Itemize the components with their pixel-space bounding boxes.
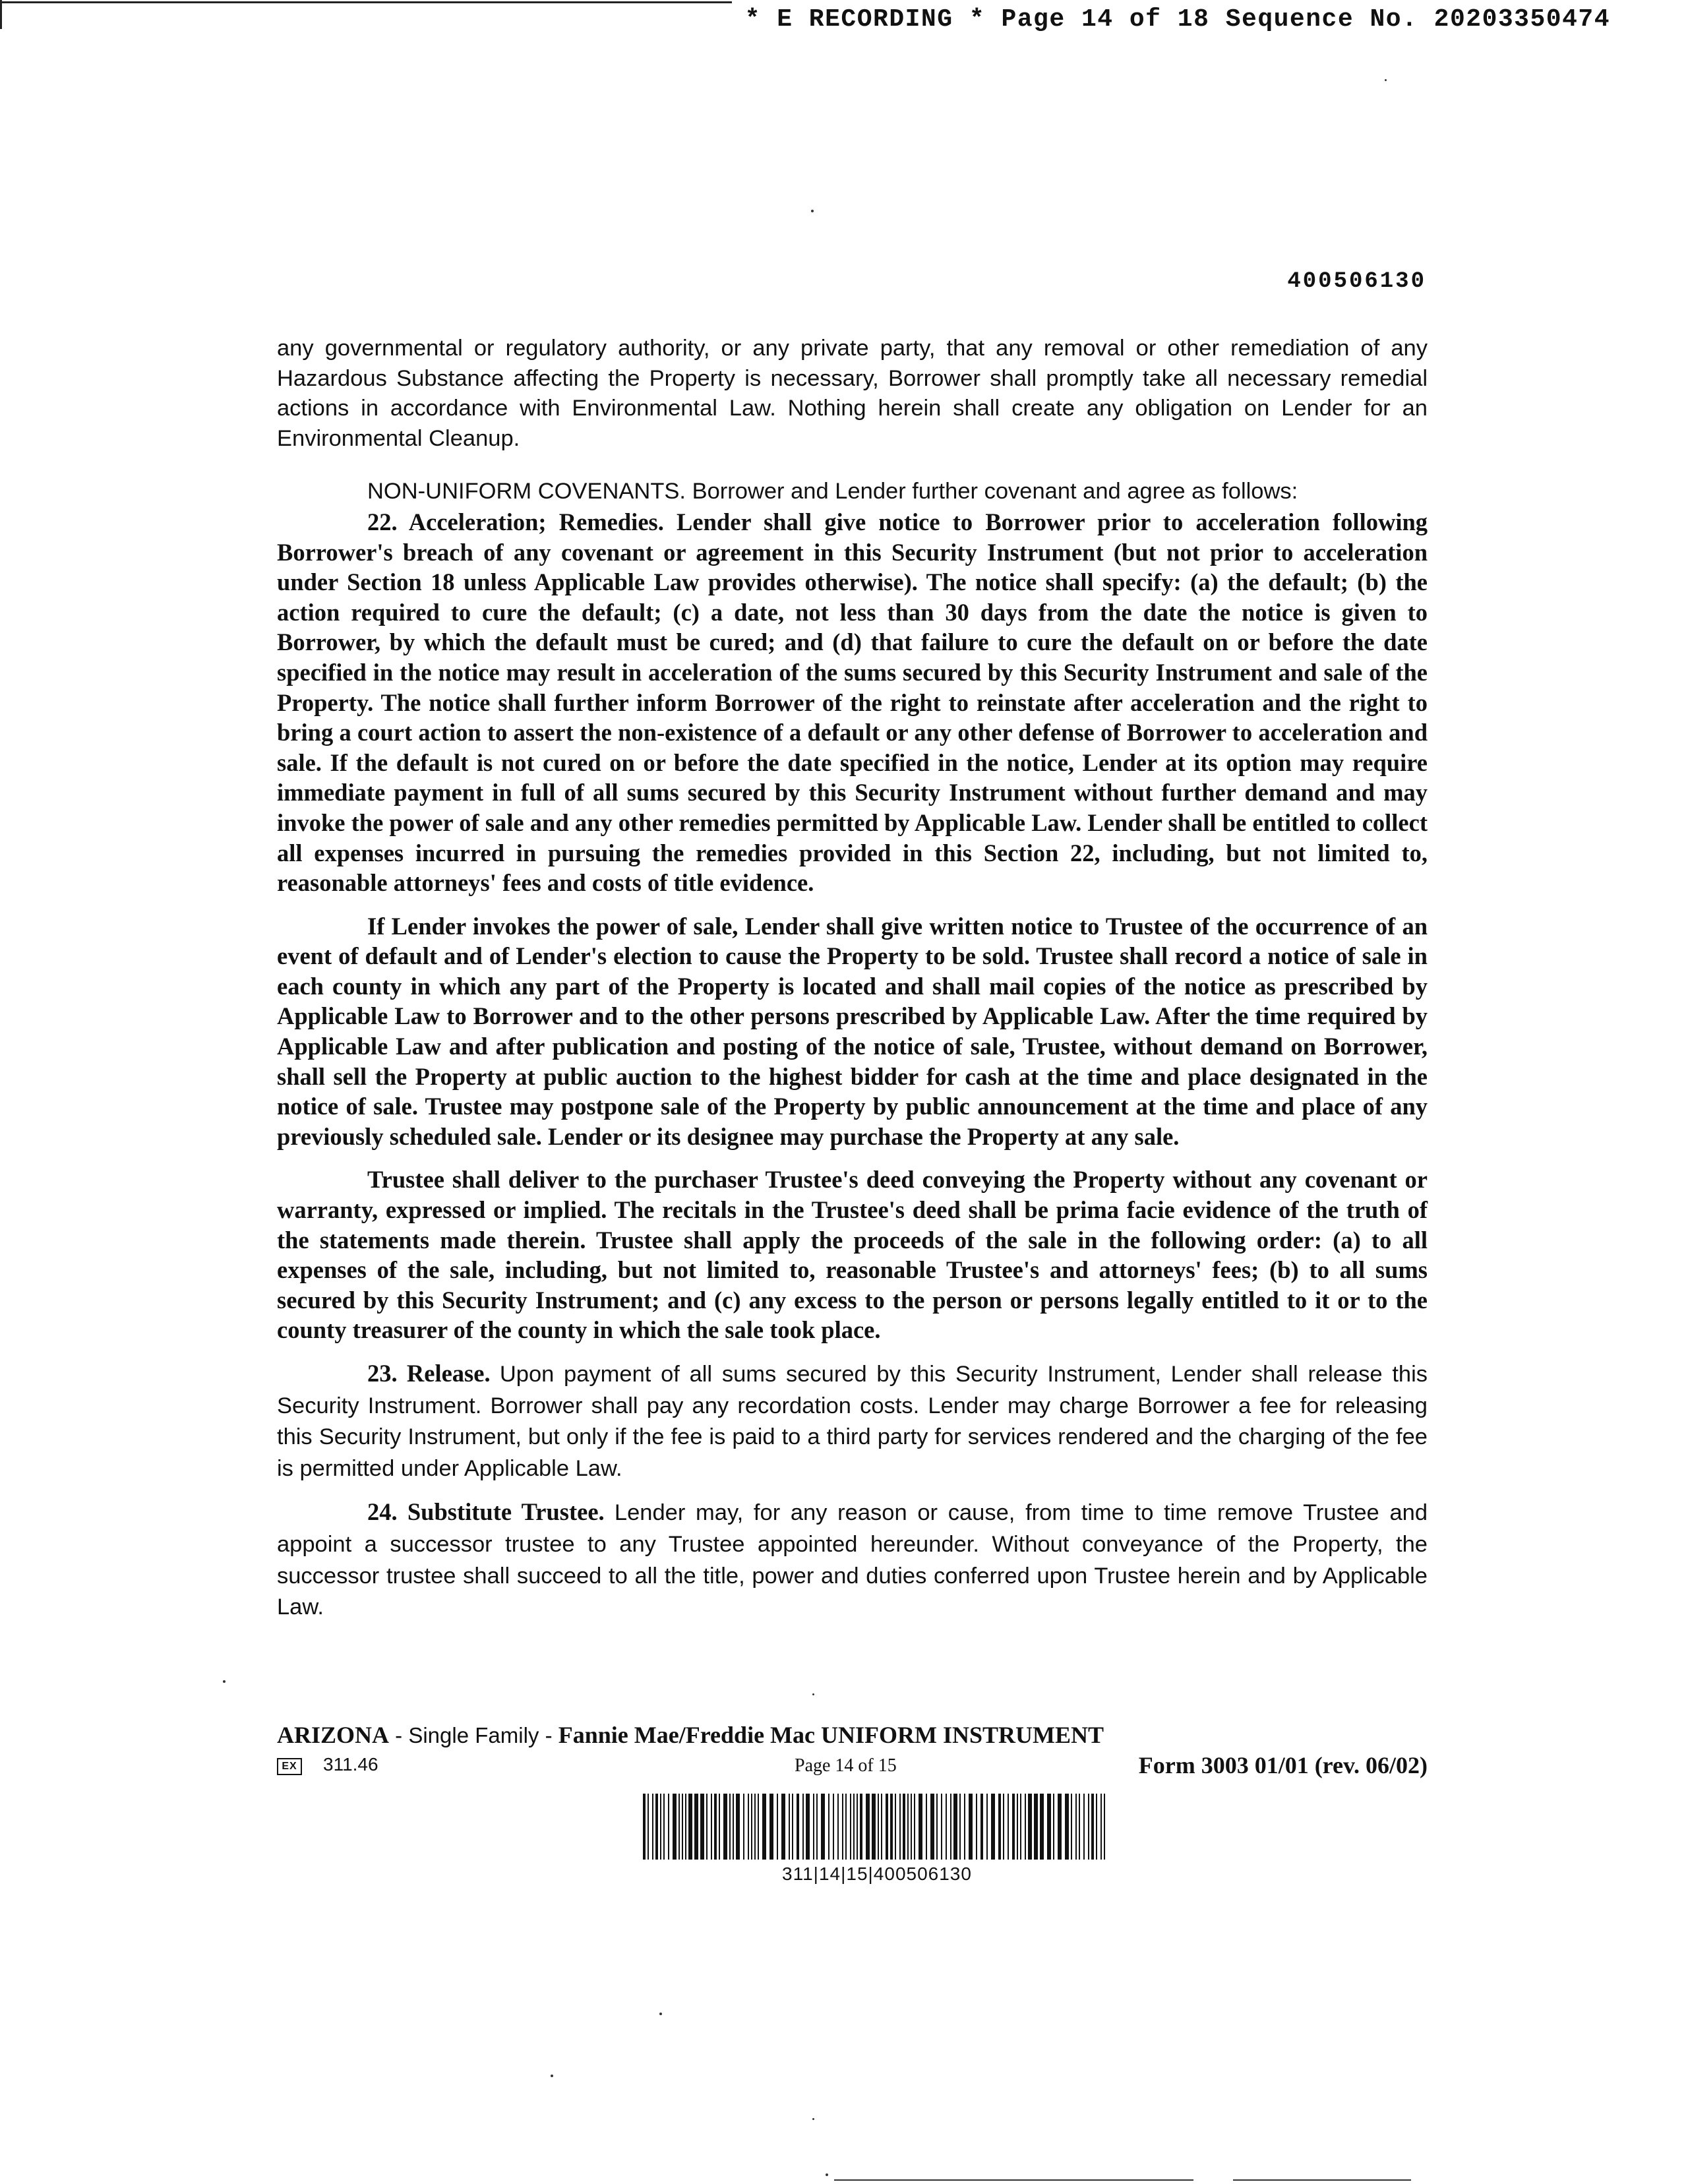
barcode-bar [729, 1794, 731, 1860]
scan-speck [1385, 79, 1387, 81]
barcode-bar [845, 1794, 847, 1860]
scan-speck [811, 210, 814, 212]
barcode-bar [723, 1794, 727, 1860]
barcode-bar [643, 1794, 646, 1860]
page-of: Page 14 of 15 [795, 1755, 897, 1776]
barcode-bar [1075, 1794, 1077, 1860]
section-22 [277, 507, 1428, 898]
barcode-bar [914, 1794, 915, 1860]
barcode-bar [648, 1794, 649, 1860]
document-body [277, 334, 1428, 1623]
barcode-bar [878, 1794, 879, 1860]
barcode-bar [941, 1794, 942, 1860]
barcode-bar [1083, 1794, 1085, 1860]
barcode-bar [1058, 1794, 1062, 1860]
barcode-bar [936, 1794, 938, 1860]
form-number: Form 3003 01/01 (rev. 06/02) [1138, 1752, 1428, 1778]
footer-meta [277, 1751, 1428, 1783]
barcode-bar [1034, 1794, 1038, 1860]
barcode-bar [816, 1794, 818, 1860]
section-23 [277, 1358, 1428, 1484]
barcode-bar [1012, 1794, 1015, 1860]
barcode-bar [850, 1794, 851, 1860]
form-footer [277, 1721, 1428, 1783]
barcode-bar [1091, 1794, 1094, 1860]
barcode-bar [976, 1794, 977, 1860]
barcode-bar [821, 1794, 825, 1860]
barcode-bar [682, 1794, 683, 1860]
barcode-bar [890, 1794, 893, 1860]
barcode-bar [813, 1794, 814, 1860]
barcode-bar [911, 1794, 912, 1860]
barcode-bar [842, 1794, 843, 1860]
barcode-bar [758, 1794, 759, 1860]
barcode-text: 311|14|15|400506130 [782, 1864, 972, 1884]
barcode-bar [872, 1794, 876, 1860]
barcode-bar [837, 1794, 839, 1860]
section-24-text: Lender may, for any reason or cause, from time to time remove Trustee and appoint a successor trustee to any Trustee appointed hereunder. Without conveyance of the Property, the successor trustee shall succeed to all the title, power and duties conferred upon Trustee herein and by Applicable Law. [277, 1500, 1428, 1620]
barcode-bar [828, 1794, 829, 1860]
barcode-bar [652, 1794, 653, 1860]
barcode-bar [769, 1794, 773, 1860]
scan-speck [659, 2013, 662, 2015]
barcode-bar [719, 1794, 720, 1860]
barcode-bar [762, 1794, 766, 1860]
barcode-bar [986, 1794, 988, 1860]
scan-top-rule [0, 1, 732, 3]
section-22-title: 22. Acceleration; Remedies. [367, 508, 664, 535]
barcode-bar [655, 1794, 658, 1860]
barcode-bar [797, 1794, 799, 1860]
barcode-bar [748, 1794, 749, 1860]
barcode-bar [802, 1794, 804, 1860]
paragraph-environmental: any governmental or regulatory authority, or any private party, that any removal or other remediation of any Hazardous Substance affecting the Property is necessary, Borrower shall promptly take all necessary remedial actions in accordance with Environmental Law. Nothing herein shall create any obligation on Lender for an Environmental Cleanup. [277, 336, 1428, 451]
barcode-bar [903, 1794, 905, 1860]
barcode-bar [1104, 1794, 1105, 1860]
barcode-bar [685, 1794, 686, 1860]
barcode-bar [899, 1794, 901, 1860]
paragraph-trustee-deed: Trustee shall deliver to the purchaser Trustee's deed conveying the Property without any covenant or warranty, expressed or implied. The recitals in the Trustee's deed shall be prima facie evidence of the truth of the statements made therein. Trustee shall apply the proceeds of the sale in the following order: (a) to all expenses of the sale, including, but not limited to, reasonable Trustee's and attorneys' fees; (b) to all sums secured by this Security Instrument; and (c) any excess to the person or persons legally entitled to it or to the county treasurer of the county in which the sale took place. [277, 1166, 1428, 1344]
footer-family-type: Single Family [408, 1723, 539, 1747]
barcode-bar [706, 1794, 708, 1860]
section-22-text: Lender shall give notice to Borrower prior to acceleration following Borrower's breach of any covenant or agreement in this Security Instrument (but not prior to acceleration under Section 18 unless Applicable Law provides otherwise). The notice shall specify: (a) the default; (b) the action required to cure the default; (c) a date, not less than 30 days from the date the notice is given to Borrower, by which the default must be cured; and (d) that failure to cure the default on or before the date specified in the notice may result in acceleration of the sums secured by this Security Instrument and sale of the Property. The notice shall further inform Borrower of the right to reinstate after acceleration and the right to bring a court action to assert the non-existence of a default or any other defense of Borrower to acceleration and sale. If the default is not cured on or before the date specified in the notice, Lender at its option may require immediate payment in full of all sums secured by this Security Instrument without further demand and may invoke the power of sale and any other remedies permitted by Applicable Law. Lender shall be entitled to collect all expenses incurred in pursuing the remedies provided in this Section 22, including, but not limited to, reasonable attorneys' fees and costs of title evidence. [277, 508, 1428, 897]
footer-state: ARIZONA [277, 1722, 390, 1748]
scan-edge-mark [0, 0, 2, 29]
barcode-bar [866, 1794, 870, 1860]
barcode-bar [743, 1794, 744, 1860]
barcode-bar [1096, 1794, 1097, 1860]
barcode-bar [806, 1794, 810, 1860]
barcode-bar [1053, 1794, 1054, 1860]
footer-title: ARIZONA - Single Family - Fannie Mae/Freddie Mac UNIFORM INSTRUMENT [277, 1722, 1104, 1748]
scan-bottom-rule [834, 2179, 1193, 2181]
barcode-bar [660, 1794, 661, 1860]
barcode-bar [714, 1794, 717, 1860]
scan-speck [826, 2173, 828, 2176]
barcode-bar [688, 1794, 692, 1860]
barcode-bar [926, 1794, 927, 1860]
section-24 [277, 1497, 1428, 1622]
barcode-bar [959, 1794, 961, 1860]
ex-badge-icon: EX [277, 1758, 302, 1775]
barcode-bar [1071, 1794, 1072, 1860]
barcode-bar [881, 1794, 882, 1860]
barcode-bar [953, 1794, 957, 1860]
barcode-icon [643, 1794, 1111, 1860]
covenants-heading: NON-UNIFORM COVENANTS. Borrower and Lender further covenant and agree as follows: [367, 479, 1298, 504]
barcode-bar [668, 1794, 669, 1860]
scan-speck [812, 2118, 814, 2120]
barcode-bar [1020, 1794, 1021, 1860]
barcode-bar [736, 1794, 740, 1860]
barcode-bar [919, 1794, 922, 1860]
barcode-bar [895, 1794, 896, 1860]
barcode-bar [781, 1794, 785, 1860]
barcode-bar [930, 1794, 934, 1860]
barcode-bar [860, 1794, 862, 1860]
barcode-bar [991, 1794, 995, 1860]
scan-speck [551, 2075, 553, 2077]
barcode-bar [711, 1794, 712, 1860]
barcode-bar [1100, 1794, 1102, 1860]
paragraph-power-of-sale: If Lender invokes the power of sale, Lender shall give written notice to Trustee of the occurrence of an event of default and of Lender's election to cause the Property to be sold. Trustee shall record a notice of sale in each county in which any part of the Property is located and shall mail copies of the notice as prescribed by Applicable Law to Borrower and to the other persons prescribed by Applicable Law. After the time required by Applicable Law and after publication and posting of the notice of sale, Trustee, without demand on Borrower, shall sell the Property at public auction to the highest bidder for cash at the time and place designated in the notice of sale. Trustee may postpone sale of the Property by public announcement at the time and place of any previously scheduled sale. Lender or its designee may purchase the Property at any sale. [277, 912, 1428, 1150]
barcode-bar [980, 1794, 983, 1860]
barcode-bar [1017, 1794, 1018, 1860]
barcode-bar [969, 1794, 973, 1860]
barcode-bar [857, 1794, 858, 1860]
barcode-bar [1079, 1794, 1080, 1860]
barcode-bar [964, 1794, 965, 1860]
barcode-bar [789, 1794, 790, 1860]
barcode-bar [907, 1794, 909, 1860]
barcode-bar [1008, 1794, 1009, 1860]
scan-bottom-rule [1233, 2179, 1411, 2181]
scan-speck [812, 1693, 814, 1695]
barcode-bar [678, 1794, 680, 1860]
barcode-bar [1088, 1794, 1089, 1860]
barcode-bar [1003, 1794, 1004, 1860]
barcode-bar [998, 1794, 1001, 1860]
barcode-bar [673, 1794, 677, 1860]
barcode-bar [946, 1794, 947, 1860]
barcode-bar [792, 1794, 793, 1860]
footer-instrument: Fannie Mae/Freddie Mac UNIFORM INSTRUMENT [558, 1722, 1104, 1748]
barcode-bar [1040, 1794, 1044, 1860]
section-23-title: 23. Release. [367, 1360, 491, 1387]
barcode-bar [777, 1794, 778, 1860]
recording-header: * E RECORDING * Page 14 of 18 Sequence No. 20203350474 [744, 5, 1610, 34]
section-23-text: Upon payment of all sums secured by this Security Instrument, Lender shall release this Security Instrument. Borrower shall pay any recordation costs. Lender may charge Borrower a fee for releasing this Security Instrument, but only if the fee is paid to a third party for services rendered and the charging of the fee is permitted under Applicable Law. [277, 1362, 1428, 1481]
barcode-bar [1047, 1794, 1051, 1860]
barcode-bar [1065, 1794, 1069, 1860]
barcode-bar [886, 1794, 888, 1860]
loan-number: 400506130 [1287, 269, 1426, 294]
barcode-bar [754, 1794, 756, 1860]
barcode-bar [833, 1794, 834, 1860]
scan-speck [223, 1680, 226, 1683]
barcode-bar [751, 1794, 752, 1860]
barcode-bar [700, 1794, 704, 1860]
barcode-bar [733, 1794, 734, 1860]
barcode-bar [1025, 1794, 1026, 1860]
barcode-bar [1028, 1794, 1032, 1860]
barcode-bar [663, 1794, 665, 1860]
barcode-bar [694, 1794, 698, 1860]
barcode-bar [853, 1794, 855, 1860]
section-24-title: 24. Substitute Trustee. [367, 1498, 605, 1526]
barcode-bar [950, 1794, 951, 1860]
form-code: 311.46 [323, 1754, 378, 1774]
